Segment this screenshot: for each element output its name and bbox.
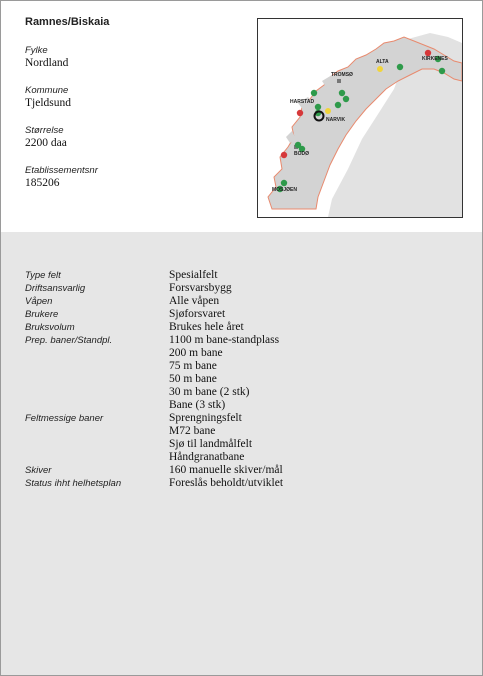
detail-value: 50 m bane [169, 373, 217, 385]
detail-values [169, 334, 279, 412]
storrelse-label: Størrelse [25, 125, 64, 136]
detail-value: Forsvarsbygg [169, 282, 232, 294]
etablissementsnr-value: 185206 [25, 177, 60, 189]
detail-label: Skiver [25, 465, 52, 476]
header-section [1, 1, 482, 232]
detail-values [169, 412, 252, 464]
map-label-kirkenes: KIRKENES [422, 56, 448, 62]
range-marker-green [315, 104, 321, 110]
detail-value: 160 manuelle skiver/mål [169, 464, 283, 476]
map-label-mosjoen: MOSJØEN [272, 187, 298, 193]
range-marker-green [281, 180, 287, 186]
detail-row [25, 308, 465, 321]
detail-values [169, 269, 218, 282]
map-svg [258, 19, 462, 217]
page-title: Ramnes/Biskaia [25, 16, 110, 28]
range-marker-yellow [377, 66, 383, 72]
range-marker-green [439, 68, 445, 74]
detail-row [25, 295, 465, 308]
kommune-field [25, 85, 71, 110]
detail-value: Alle våpen [169, 295, 220, 307]
map-label-harstad: HARSTAD [290, 99, 315, 105]
detail-row [25, 412, 465, 464]
detail-value: Håndgranatbane [169, 451, 245, 463]
location-map [257, 18, 463, 218]
detail-value: Brukes hele året [169, 321, 244, 333]
range-marker-green [397, 64, 403, 70]
detail-label: Driftsansvarlig [25, 283, 86, 294]
detail-row [25, 477, 465, 490]
detail-value: Sprengningsfelt [169, 412, 242, 424]
detail-value: Sjø til landmålfelt [169, 438, 253, 450]
detail-row [25, 269, 465, 282]
map-label-narvik: NARVIK [326, 117, 346, 123]
detail-value: Sjøforsvaret [169, 308, 226, 320]
detail-label: Type felt [25, 270, 61, 281]
range-marker-green [311, 90, 317, 96]
range-marker-green [343, 96, 349, 102]
detail-row [25, 282, 465, 295]
detail-values [169, 295, 219, 308]
detail-value: M72 bane [169, 425, 216, 437]
detail-label: Status ihht helhetsplan [25, 478, 122, 489]
etablissementsnr-label: Etablissementsnr [25, 165, 98, 176]
detail-values [169, 464, 283, 477]
detail-values [169, 321, 244, 334]
city-marker-square [337, 79, 341, 83]
range-marker-red [281, 152, 287, 158]
detail-label: Feltmessige baner [25, 413, 104, 424]
map-label-bodo: BODØ [294, 151, 309, 157]
detail-value: 200 m bane [169, 347, 223, 359]
details-list [25, 269, 465, 490]
kommune-value: Tjeldsund [25, 97, 71, 109]
detail-row [25, 334, 465, 412]
fylke-value: Nordland [25, 57, 69, 69]
detail-row [25, 464, 465, 477]
detail-values [169, 477, 283, 490]
detail-label: Bruksvolum [25, 322, 75, 333]
map-label-alta: ALTA [376, 59, 389, 65]
detail-label: Våpen [25, 296, 53, 307]
storrelse-value: 2200 daa [25, 137, 67, 149]
detail-value: Spesialfelt [169, 269, 218, 281]
detail-value: Foreslås beholdt/utviklet [169, 477, 284, 489]
map-label-tromso: TROMSØ [331, 72, 353, 78]
detail-value: 1100 m bane-standplass [169, 334, 280, 346]
etablissementsnr-field [25, 165, 98, 190]
storrelse-field [25, 125, 67, 150]
detail-value: 75 m bane [169, 360, 217, 372]
range-marker-red [297, 110, 303, 116]
detail-values [169, 308, 225, 321]
detail-values [169, 282, 232, 295]
detail-label: Prep. baner/Standpl. [25, 335, 113, 346]
range-marker-green [339, 90, 345, 96]
range-marker-green [335, 102, 341, 108]
detail-label: Brukere [25, 309, 59, 320]
kommune-label: Kommune [25, 85, 69, 96]
detail-row [25, 321, 465, 334]
detail-value: 30 m bane (2 stk) [169, 386, 250, 398]
fylke-label: Fylke [25, 45, 48, 56]
detail-value: Bane (3 stk) [169, 399, 226, 411]
range-marker-yellow [325, 108, 331, 114]
fylke-field [25, 45, 68, 70]
